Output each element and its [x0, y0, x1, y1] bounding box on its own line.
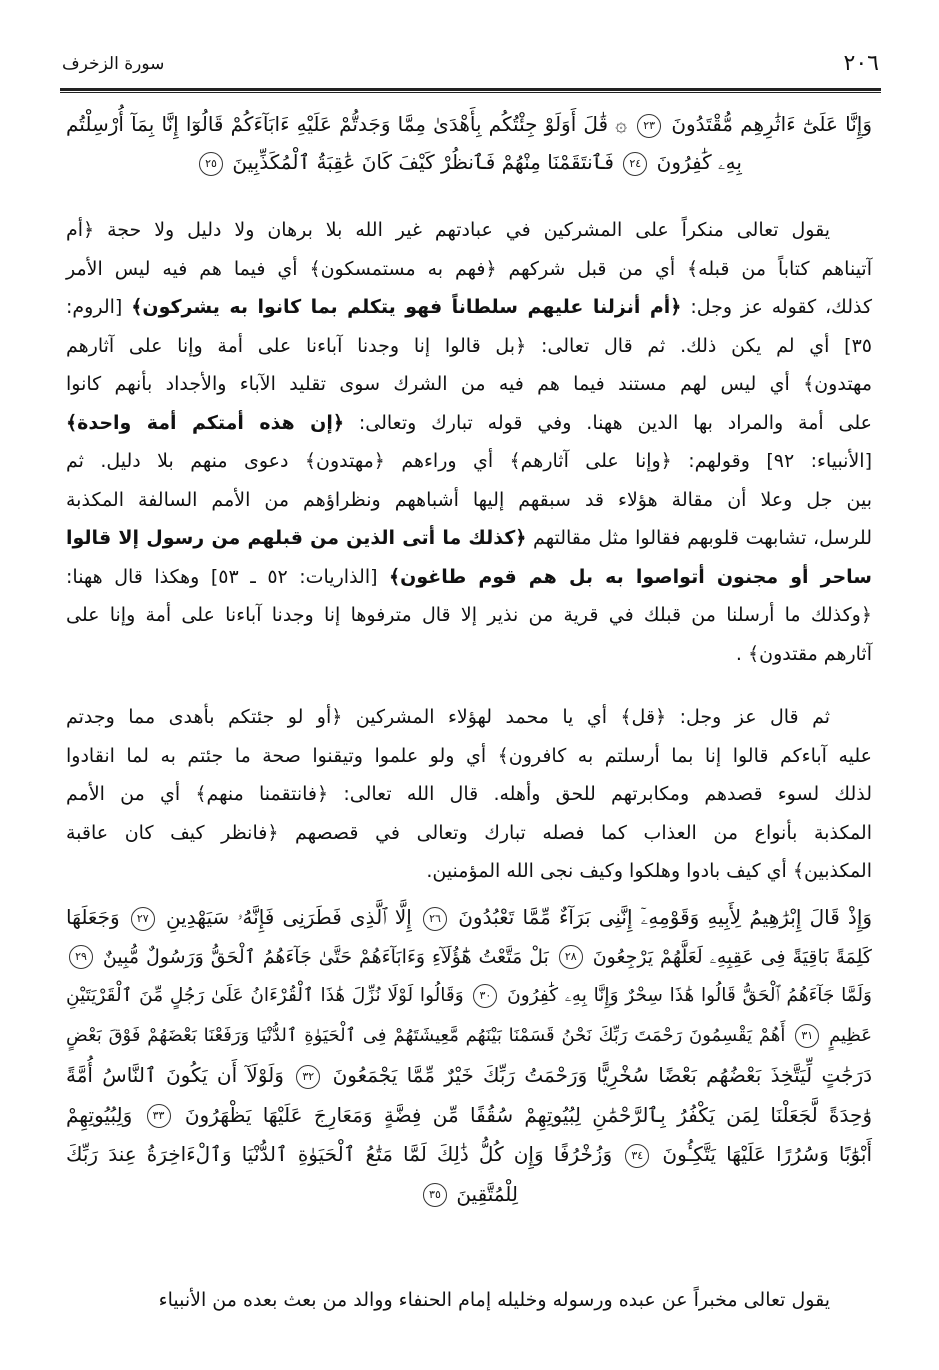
text-segment: ٣٥] أي لم يكن ذلك. ثم قال تعالى: ﴿بل قالوا إنا وجدنا آباءنا على أمة وإنا على آثارهم: [66, 334, 872, 357]
text-segment: بَلْ مَتَّعْتُ هَٰٓؤُلَآءِ وَءَابَآءَهُمْ حَتَّىٰ جَآءَهُمُ ٱلْحَقُّ وَرَسُولٌ مُّبِينٌ: [102, 945, 549, 968]
text-segment: وَإِذْ قَالَ إِبْرَٰهِيمُ لِأَبِيهِ وَقَوْمِهِۦٓ إِنَّنِى بَرَآءٌ مِّمَّا تَعْبُدُونَ: [458, 905, 873, 929]
verse-number-marker: ٢٨: [559, 945, 583, 969]
verse-number-marker: ٣٤: [625, 1144, 649, 1168]
quran-verse-line: [66, 1056, 872, 1094]
text-segment: وَإِنَّا عَلَىٰٓ ءَاثَٰرِهِم مُّقْتَدُونَ: [671, 112, 872, 136]
quran-verse-line: [66, 938, 872, 976]
text-segment: المكذبة بأنواع من العذاب كما فصله تبارك وتعالى في قصصهم ﴿فانظر كيف كان عاقبة: [66, 821, 872, 844]
text-segment: لِلْمُتَّقِينَ: [456, 1181, 519, 1206]
verse-number-marker: ٣٥: [423, 1183, 447, 1207]
text-segment: وَقَالُوا لَوْلَا نُزِّلَ هَٰذَا ٱلْقُرْءَانُ عَلَىٰ رَجُلٍ مِّنَ ٱلْقَرْيَتَيْنِ: [66, 985, 464, 1006]
quran-verse-line: [66, 1135, 872, 1173]
commentary-line: [66, 596, 872, 634]
commentary-line: [66, 519, 872, 557]
page-number: ٢٠٦: [843, 51, 879, 76]
text-segment: عَظِيمٍ: [829, 1024, 872, 1046]
quran-verse-line: [66, 143, 872, 181]
text-segment: وَٰحِدَةً لَّجَعَلْنَا لِمَن يَكْفُرُ بِٱلرَّحْمَٰنِ لِبُيُوتِهِمْ سُقُفًا مِّن فِضَّةٍ وَمَعَارِجَ عَلَيْهَا يَظْهَرُونَ: [184, 1102, 873, 1127]
commentary-line: [66, 442, 872, 480]
text-segment: وَجَعَلَهَا: [66, 905, 120, 929]
commentary-line: [66, 365, 872, 403]
text-segment: يقول تعالى منكراً على المشركين في عبادتهم غير الله بلا برهان ولا دليل ولا حجة ﴿أم: [66, 219, 830, 241]
text-segment: أَهُمْ يَقْسِمُونَ رَحْمَتَ رَبِّكَ نَحْنُ قَسَمْنَا بَيْنَهُم مَّعِيشَتَهُمْ فِى ٱلْحَيَوٰةِ ٱلدُّنْيَا وَرَفَعْنَا بَعْضَهُمْ فَوْقَ بَعْضٍ: [66, 1024, 786, 1046]
text-segment: وَلَمَّا جَآءَهُمُ ٱلْحَقُّ قَالُوا هَٰذَا سِحْرٌ وَإِنَّا بِهِۦ كَٰفِرُونَ: [507, 985, 872, 1006]
text-segment: عليه آباءكم قالوا إنا بما أرسلتم به كافرون﴾ أي ولو علموا وتيقنوا صحة ما جئتم به لما انقادوا: [66, 744, 872, 767]
verse-number-marker: ٢٩: [69, 945, 93, 969]
text-segment: إِلَّا ٱلَّذِى فَطَرَنِى فَإِنَّهُۥ سَيَهْدِينِ: [165, 905, 412, 929]
text-segment: يقول تعالى مخبراً عن عبده ورسوله وخليله إمام الحنفاء ووالد من بعث بعده من الأنبياء: [158, 1289, 830, 1311]
text-segment: ثم قال عز وجل: ﴿قل﴾ أي يا محمد لهؤلاء المشركين ﴿أو لو جئتكم بأهدى مما وجدتم: [66, 706, 830, 728]
text-segment: ۞ قَٰلَ أَوَلَوْ جِئْتُكُم بِأَهْدَىٰ مِمَّا وَجَدتُّمْ عَلَيْهِ ءَابَآءَكُمْ قَالُوٓا إِنَّا بِمَآ أُرْسِلْتُم: [66, 112, 627, 136]
commentary-line: [66, 288, 872, 326]
text-segment: آتيناهم كتاباً من قبله﴾ أي من قبل شركهم ﴿فهم به مستمسكون﴾ أي فيما هم فيه ليس الأمر: [66, 257, 872, 280]
text-segment: [الذاريات: ٥٢ ـ ٥٣] وهكذا قال ههنا:: [66, 565, 378, 588]
text-segment: للرسل، تشابهت قلوبهم فقالوا مثل مقالتهم: [526, 527, 872, 549]
verse-number-marker: ٣٣: [147, 1104, 171, 1128]
text-segment: آثارهم مقتدون﴾ .: [735, 642, 872, 665]
text-segment: أَبْوَٰبًا وَسُرُرًا عَلَيْهَا يَتَّكِـُٔونَ: [662, 1142, 873, 1166]
commentary-line: [66, 250, 872, 288]
commentary-line: [66, 1281, 872, 1319]
verse-number-marker: ٣١: [795, 1024, 819, 1048]
text-segment: بِهِۦ كَٰفِرُونَ: [656, 150, 742, 174]
text-segment: [الأنبياء: ٩٢] وقولهم: ﴿وإنا على آثارهم﴾ أي وراءهم ﴿مهتدون﴾ دعوى منهم بلا دليل. ثم: [66, 450, 872, 472]
quran-verse-line: [66, 1096, 872, 1134]
text-segment: وَلَوْلَآ أَن يَكُونَ ٱلنَّاسُ أُمَّةً: [66, 1063, 284, 1087]
verse-number-marker: ٣٢: [296, 1065, 320, 1089]
quran-verse-line: [66, 1175, 872, 1213]
text-segment: كَلِمَةً بَاقِيَةً فِى عَقِبِهِۦ لَعَلَّهُمْ يَرْجِعُونَ: [592, 945, 872, 968]
quran-verse-line: [66, 105, 872, 143]
commentary-line: [66, 404, 872, 442]
quran-verse-line: [66, 977, 872, 1015]
verse-number-marker: ٣٠: [473, 984, 497, 1008]
quoted-verse-bold: ساحر أو مجنون أتواصوا به بل هم قوم طاغون﴾: [389, 565, 872, 588]
text-segment: فَٱنتَقَمْنَا مِنْهُمْ فَٱنظُرْ كَيْفَ كَانَ عَٰقِبَةُ ٱلْمُكَذِّبِينَ: [232, 150, 614, 174]
commentary-line: [66, 698, 872, 736]
text-segment: كذلك، كقوله عز وجل:: [681, 296, 873, 318]
text-segment: المكذبين﴾ أي كيف بادوا وهلكوا وكيف نجى الله المؤمنين.: [426, 860, 872, 882]
verse-number-marker: ٢٣: [637, 114, 661, 138]
header-divider: [60, 88, 881, 93]
quoted-verse-bold: ﴿كذلك ما أتى الذين من قبلهم من رسول إلا قالوا: [66, 527, 527, 549]
verse-number-marker: ٢٦: [423, 907, 447, 931]
text-segment: ﴿وكذلك ما أرسلنا من قبلك في قرية من نذير إلا قال مترفوها إنا وجدنا آباءنا على أمة وإنا على: [66, 604, 872, 626]
text-segment: على أمة والمراد بها الدين ههنا. وفي قوله تبارك وتعالى:: [344, 411, 872, 434]
verse-number-marker: ٢٧: [131, 907, 155, 931]
commentary-line: [66, 852, 872, 890]
quran-verse-line: [66, 898, 872, 936]
commentary-line: [66, 327, 872, 365]
commentary-line: [66, 814, 872, 852]
verse-number-marker: ٢٤: [623, 152, 647, 176]
commentary-line: [66, 775, 872, 813]
commentary-line: [66, 481, 872, 519]
commentary-line: [66, 558, 872, 596]
quoted-verse-bold: ﴿إن هذه أمتكم أمة واحدة﴾: [66, 411, 345, 434]
commentary-line: [66, 635, 872, 673]
surah-title: سورة الزخرف: [62, 54, 165, 74]
text-segment: مهتدون﴾ أي ليس لهم مستند فيما هم فيه من الشرك سوى تقليد الآباء والأجداد بأنهم كانوا: [66, 373, 872, 395]
commentary-line: [66, 737, 872, 775]
text-segment: وَزُخْرُفًا وَإِن كُلُّ ذَٰلِكَ لَمَّا مَتَٰعُ ٱلْحَيَوٰةِ ٱلدُّنْيَا وَٱلْءَاخِرَةُ عِندَ رَبِّكَ: [66, 1142, 613, 1166]
text-segment: بين جل وعلا أن مقالة هؤلاء قد سبقهم إليها أشباههم ونظراؤهم من الأمم السالفة المكذبة: [66, 488, 872, 511]
verse-number-marker: ٢٥: [199, 152, 223, 176]
quran-verse-line: [66, 1017, 872, 1055]
text-segment: دَرَجَٰتٍ لِّيَتَّخِذَ بَعْضُهُم بَعْضًا سُخْرِيًّا وَرَحْمَتُ رَبِّكَ خَيْرٌ مِّمَّا يَجْمَعُونَ: [332, 1063, 873, 1087]
text-segment: وَلِبُيُوتِهِمْ: [66, 1102, 133, 1127]
quoted-verse-bold: ﴿أم أنزلنا عليهم سلطاناً فهو يتكلم بما كانوا به يشركون﴾: [131, 296, 682, 318]
commentary-line: [66, 211, 872, 249]
text-segment: لذلك لسوء قصدهم ومكابرتهم للحق وأهله. قال الله تعالى: ﴿فانتقمنا منهم﴾ أي من الأمم: [66, 783, 872, 805]
text-segment: [الروم:: [66, 296, 123, 318]
